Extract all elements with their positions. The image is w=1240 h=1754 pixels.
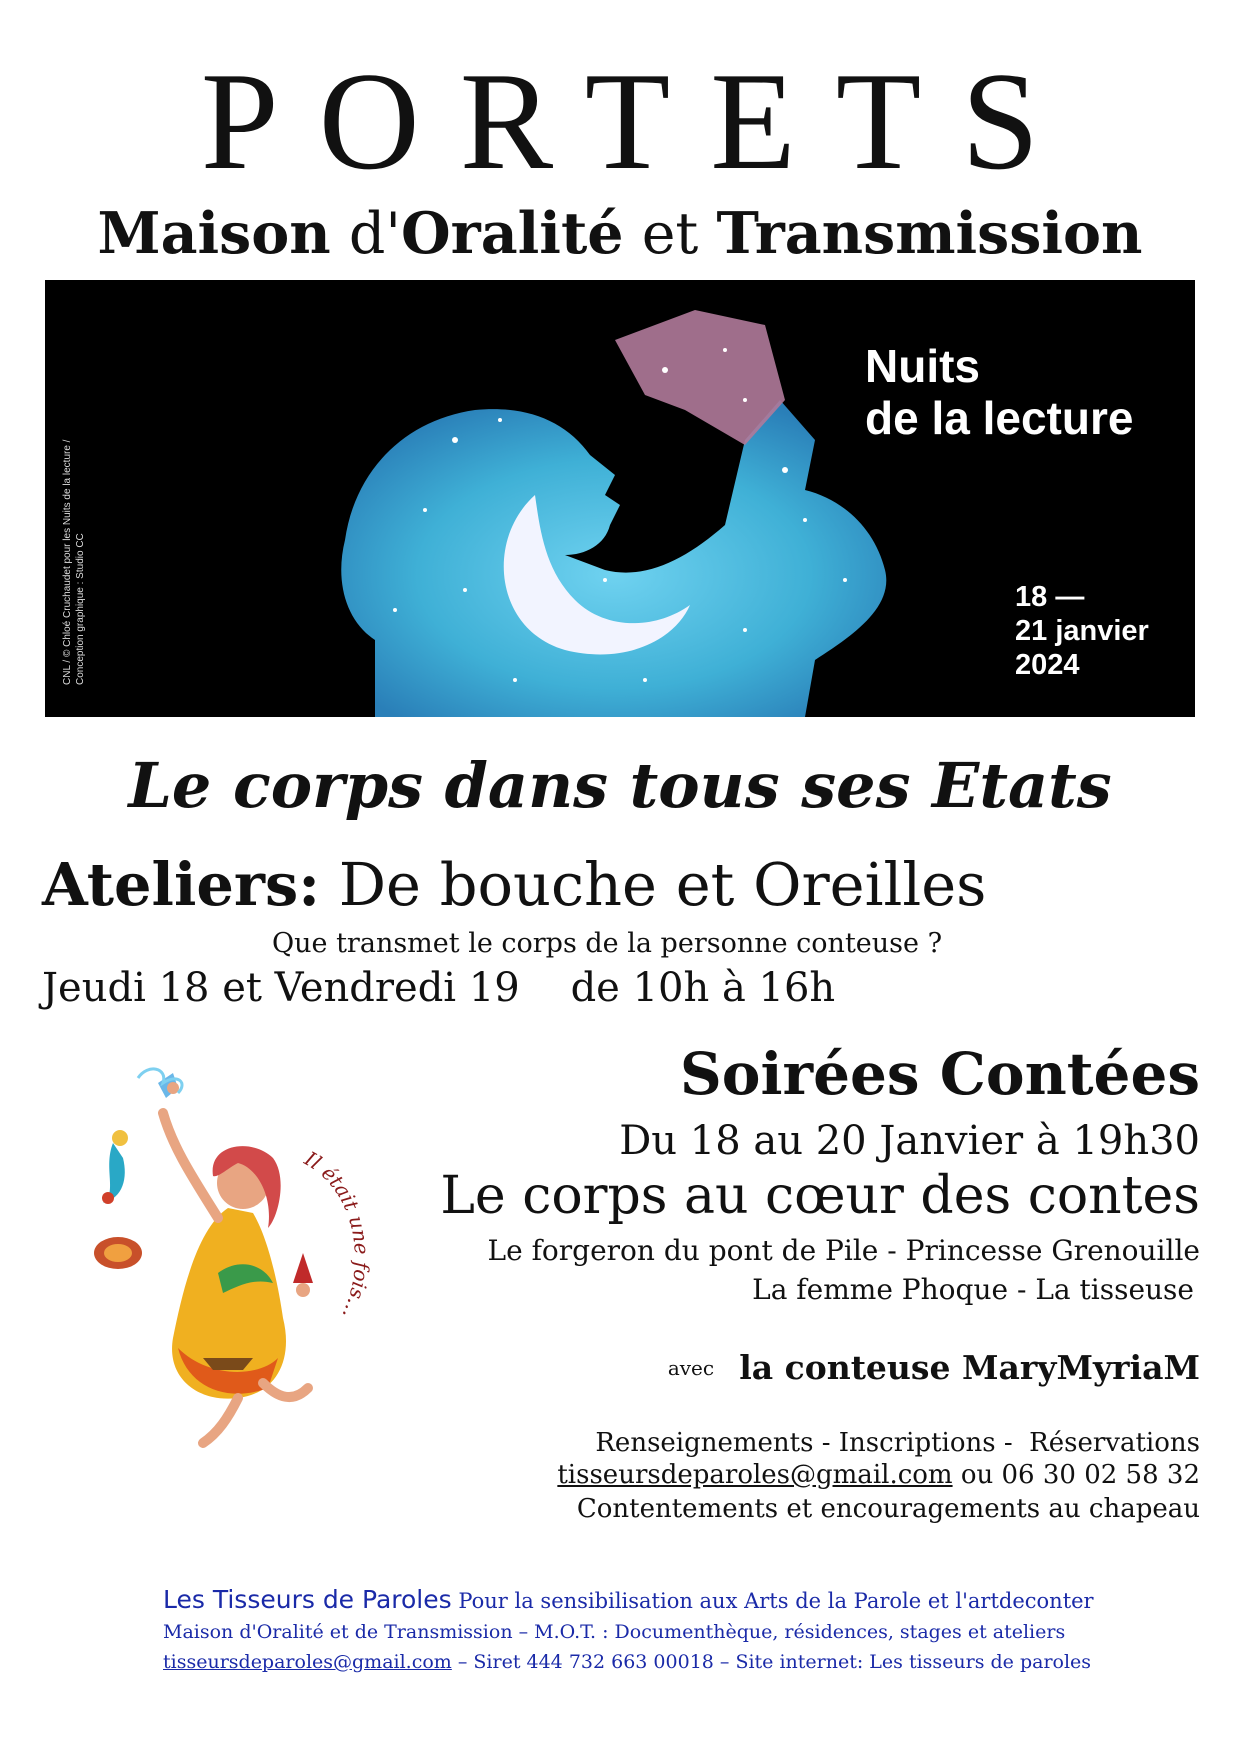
- info-line-3: Contentements et encouragements au chapeau: [576, 1494, 1200, 1524]
- soirees-when: Du 18 au 20 Janvier à 19h30: [619, 1118, 1200, 1164]
- footer-line-1: [163, 1585, 1094, 1614]
- crab-icon: [102, 1192, 114, 1204]
- footer-line-3: [163, 1651, 1091, 1673]
- soirees-title: Soirées Contées: [679, 1040, 1200, 1108]
- ateliers-schedule: Jeudi 18 et Vendredi 19 de 10h à 16h: [42, 965, 836, 1011]
- subtitle-word-d: d': [348, 201, 402, 267]
- ateliers-title: De bouche et Oreilles: [338, 850, 987, 919]
- person-silhouette: [341, 400, 886, 717]
- arc-caption: Il était une fois…: [300, 1146, 374, 1323]
- footer-tagline: Pour la sensibilisation aux Arts de la Parole et l'artdeconter: [458, 1589, 1094, 1613]
- tales-line-2: La femme Phoque - La tisseuse: [752, 1273, 1194, 1306]
- footer-line-2: Maison d'Oralité et de Transmission – M.O.T. : Documenthèque, résidences, stages et ateliers: [163, 1621, 1066, 1643]
- subtitle-word-transmission: Transmission: [716, 200, 1143, 267]
- event-dates: 18 — 21 janvier 2024: [1015, 581, 1149, 681]
- book-shape: [615, 310, 785, 445]
- gnome-icon: [293, 1253, 313, 1283]
- soirees-theme: Le corps au cœur des contes: [440, 1166, 1200, 1226]
- footer-siret: – Siret 444 732 663 00018 – Site internet: Les tisseurs de paroles: [457, 1651, 1092, 1673]
- ateliers-label: Ateliers:: [42, 850, 320, 919]
- footer-org-name: Les Tisseurs de Paroles: [163, 1585, 452, 1614]
- storyteller-name: la conteuse MaryMyriaM: [739, 1348, 1200, 1387]
- program-headline: Le corps dans tous ses Etats: [128, 749, 1112, 822]
- storyteller-line: [668, 1348, 1200, 1387]
- page-title: PORTETS: [200, 44, 1080, 199]
- contact-email-link[interactable]: tisseursdeparoles@gmail.com: [557, 1460, 953, 1490]
- avec-label: avec: [667, 1355, 715, 1380]
- subtitle-word-et: et: [641, 201, 699, 267]
- ateliers-heading: [42, 850, 987, 919]
- footer-email-link[interactable]: tisseursdeparoles@gmail.com: [163, 1651, 452, 1673]
- tales-line-1: Le forgeron du pont de Pile - Princesse Grenouille: [487, 1234, 1200, 1267]
- subtitle-word-maison: Maison: [97, 200, 331, 267]
- ateliers-question: Que transmet le corps de la personne conteuse ?: [272, 928, 943, 959]
- contact-phone: ou 06 30 02 58 32: [960, 1460, 1200, 1490]
- page-subtitle: [0, 200, 1240, 267]
- storyteller-illustration: [78, 1058, 398, 1453]
- subtitle-word-oralite: Oralité: [401, 200, 624, 267]
- event-name: Nuits de la lecture: [865, 340, 1134, 444]
- info-line-1: Renseignements - Inscriptions - Réservations: [595, 1428, 1200, 1458]
- event-banner: Nuits de la lecture 18 — 21 janvier 2024 CNL / © Chloé Cruchaudet pour les Nuits de la lecture / Conception graphique : Studio CC: [45, 280, 1195, 717]
- info-line-2: [557, 1460, 1200, 1490]
